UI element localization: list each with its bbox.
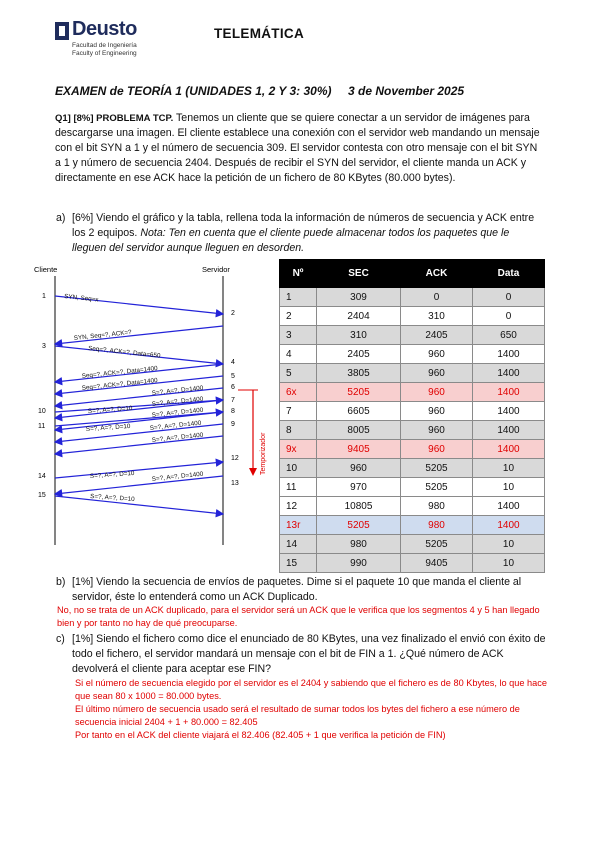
deusto-logo-icon [55,22,69,40]
cell-sec: 2405 [317,345,401,364]
arrow-label-10: S=?, A=?, D=10 [85,422,131,433]
table-row [280,402,545,421]
tcp-sequence-diagram [30,260,280,550]
right-num-8: 8 [231,408,235,415]
cell-n: 2 [280,307,317,326]
cell-data: 1400 [472,345,544,364]
answer-c [75,677,555,742]
header-data: Data [472,260,544,288]
cell-data: 1400 [472,402,544,421]
arrow-label-9: S=?, A=?, D=1400 [151,406,204,419]
cell-sec: 10805 [317,497,401,516]
logo-subtitle [72,42,137,58]
cell-data: 10 [472,535,544,554]
question-1-prefix: Q1] [8%] PROBLEMA TCP. [55,113,174,124]
question-1 [55,111,545,186]
cell-data: 650 [472,326,544,345]
server-label: Servidor [202,265,230,274]
cell-n: 15 [280,554,317,573]
right-num-6: 6 [231,384,235,391]
cell-n: 8 [280,421,317,440]
header-sec: SEC [317,260,401,288]
cell-data: 1400 [472,421,544,440]
cell-n: 12 [280,497,317,516]
right-num-9: 9 [231,421,235,428]
cell-sec: 960 [317,459,401,478]
table-row [280,497,545,516]
table-row [280,554,545,573]
cell-data: 10 [472,478,544,497]
timer-label: Temporizador [260,432,267,475]
logo-name: Deusto [72,18,137,40]
question-c-text: [1%] Siendo el fichero como dice el enunciado de 80 KBytes, una vez finalizado el envió con éxito de todo el fichero, el servidor mandará un mensaje con el bit de FIN a 1. ¿Qué número de ACK devolverá el cliente para aceptar ese FIN? [72,633,546,675]
cell-data: 1400 [472,516,544,535]
cell-ack: 960 [401,421,473,440]
cell-sec: 2404 [317,307,401,326]
cell-n: 13r [280,516,317,535]
cell-sec: 309 [317,288,401,307]
cell-n: 4 [280,345,317,364]
table-row [280,459,545,478]
arrow-label-7: S=?, A=?, D=1400 [151,395,204,408]
table-header-row [280,260,545,288]
question-b-text: [1%] Viendo la secuencia de envíos de paquetes. Dime si el paquete 10 que manda el cliente al servidor, éste lo entenderá como un ACK Duplicado. [72,576,522,603]
cell-n: 7 [280,402,317,421]
cell-data: 1400 [472,440,544,459]
arrow-label-5: Seq=?, ACK=?, Data=1400 [81,377,158,392]
right-num-12: 12 [231,455,239,462]
arrow-14 [55,476,223,494]
arrow-label-4: Seq=?, ACK=?, Data=1400 [81,365,158,380]
cell-n: 9x [280,440,317,459]
left-num-14: 14 [38,473,46,480]
question-a-note: Nota: Ten en cuenta que el cliente puede almacenar todos los paquetes que le lleguen del servidor aunque lleguen en desorden. [72,227,510,254]
sequence-table [279,259,545,573]
cell-ack: 960 [401,345,473,364]
question-c-number: c) [56,633,65,645]
cell-data: 1400 [472,497,544,516]
cell-ack: 5205 [401,535,473,554]
question-c [56,632,546,677]
table-row [280,307,545,326]
exam-date: 3 de November 2025 [348,84,465,98]
cell-n: 1 [280,288,317,307]
cell-n: 10 [280,459,317,478]
cell-data: 0 [472,307,544,326]
cell-n: 5 [280,364,317,383]
cell-ack: 5205 [401,459,473,478]
arrow-15 [55,496,223,514]
table-row [280,364,545,383]
cell-ack: 9405 [401,554,473,573]
header-n: Nº [280,260,317,288]
answer-c-line3: Por tanto en el ACK del cliente viajará el 82.406 (82.405 + 1 que verifica la petición de FIN) [75,730,446,740]
question-b-number: b) [56,576,66,588]
table-row [280,516,545,535]
cell-data: 10 [472,554,544,573]
cell-sec: 5205 [317,516,401,535]
cell-ack: 960 [401,383,473,402]
cell-data: 1400 [472,364,544,383]
question-1-text: Tenemos un cliente que se quiere conectar a un servidor de imágenes para descargarse una imagen. El cliente establece una conexión con el servidor web mandando un mensaje con el bit SYN a 1 y el número de secuencia 309. El servidor contesta con otro mensaje con el bit SYN a 1 y número de secuencia 2404. Después de recibir el SYN del servidor, el cliente manda un ACK y directamente en ese ACK hace la petición de un fichero de 80 KBytes (80.000 bytes). [55,112,540,184]
left-num-15: 15 [38,492,46,499]
table-row [280,383,545,402]
cell-sec: 6605 [317,402,401,421]
cell-n: 11 [280,478,317,497]
cell-sec: 310 [317,326,401,345]
cell-sec: 8005 [317,421,401,440]
cell-data: 0 [472,288,544,307]
table-row [280,345,545,364]
table-row [280,288,545,307]
cell-n: 14 [280,535,317,554]
cell-sec: 3805 [317,364,401,383]
arrow-label-12: S=?, A=?, D=1400 [151,431,204,444]
table-row [280,478,545,497]
question-b [56,575,546,605]
cell-ack: 980 [401,516,473,535]
logo-sub-es: Facultad de Ingeniería [72,42,137,49]
header-ack: ACK [401,260,473,288]
cell-ack: 0 [401,288,473,307]
cell-ack: 310 [401,307,473,326]
cell-n: 6x [280,383,317,402]
arrow-label-3: Seq=?, ACK=?, Data=650 [87,345,161,360]
answer-b: No, no se trata de un ACK duplicado, para el servidor será un ACK que le verifica que los segmentos 4 y 5 han llegado bien y por tanto no hay de qué preocuparse. [57,605,540,628]
arrow-label-13: S=?, A=?, D=10 [89,469,135,480]
table-row [280,326,545,345]
right-num-13: 13 [231,480,239,487]
client-label: Cliente [34,265,58,274]
arrow-label-15: S=?, A=?, D=10 [89,493,135,504]
left-num-11: 11 [38,423,46,430]
answer-c-line2: El último número de secuencia usado será el resultado de sumar todos los bytes del fichero a ese número de secuencia inicial 2404 + 1 + 80.000 = 82.405 [75,704,520,727]
cell-ack: 960 [401,440,473,459]
cell-data: 1400 [472,383,544,402]
answer-c-line1: Si el número de secuencia elegido por el servidor es el 2404 y sabiendo que el fichero es de 80 Kbytes, lo que hace que sean 80 x 1000 = 80.000 bytes. [75,678,547,701]
cell-ack: 960 [401,402,473,421]
cell-ack: 980 [401,497,473,516]
right-num-2: 2 [231,310,235,317]
left-num-10: 10 [38,408,46,415]
cell-sec: 970 [317,478,401,497]
table-row [280,440,545,459]
cell-sec: 980 [317,535,401,554]
right-num-4: 4 [231,359,235,366]
exam-title: EXAMEN de TEORÍA 1 (UNIDADES 1, 2 Y 3: 30%) [55,84,332,98]
arrow-label-1: SYN, Seq=x [63,293,99,304]
arrow-label-8: S=?, A=?, D=10 [87,404,133,415]
question-a [56,211,546,256]
cell-sec: 9405 [317,440,401,459]
table-row [280,421,545,440]
left-num-1: 1 [42,293,46,300]
arrow-label-2: SYN, Seq=?, ACK=? [73,328,133,342]
cell-n: 3 [280,326,317,345]
cell-ack: 960 [401,364,473,383]
logo-sub-en: Faculty of Engineering [72,50,137,57]
arrow-label-14: S=?, A=?, D=1400 [151,470,204,483]
right-num-5: 5 [231,373,235,380]
cell-data: 10 [472,459,544,478]
cell-ack: 5205 [401,478,473,497]
question-a-text: [6%] Viendo el gráfico y la tabla, rellena toda la información de números de secuencia y ACK entre los 2 equipos. [72,212,535,239]
arrow-label-11: S=?, A=?, D=1400 [149,419,202,432]
cell-ack: 2405 [401,326,473,345]
table-row [280,535,545,554]
header-title: TELEMÁTICA [214,26,304,41]
cell-sec: 990 [317,554,401,573]
timer-bracket [238,390,258,476]
arrow-label-6: S=?, A=?, D=1400 [151,384,204,397]
cell-sec: 5205 [317,383,401,402]
right-num-7: 7 [231,397,235,404]
question-a-number: a) [56,212,66,224]
left-num-3: 3 [42,343,46,350]
